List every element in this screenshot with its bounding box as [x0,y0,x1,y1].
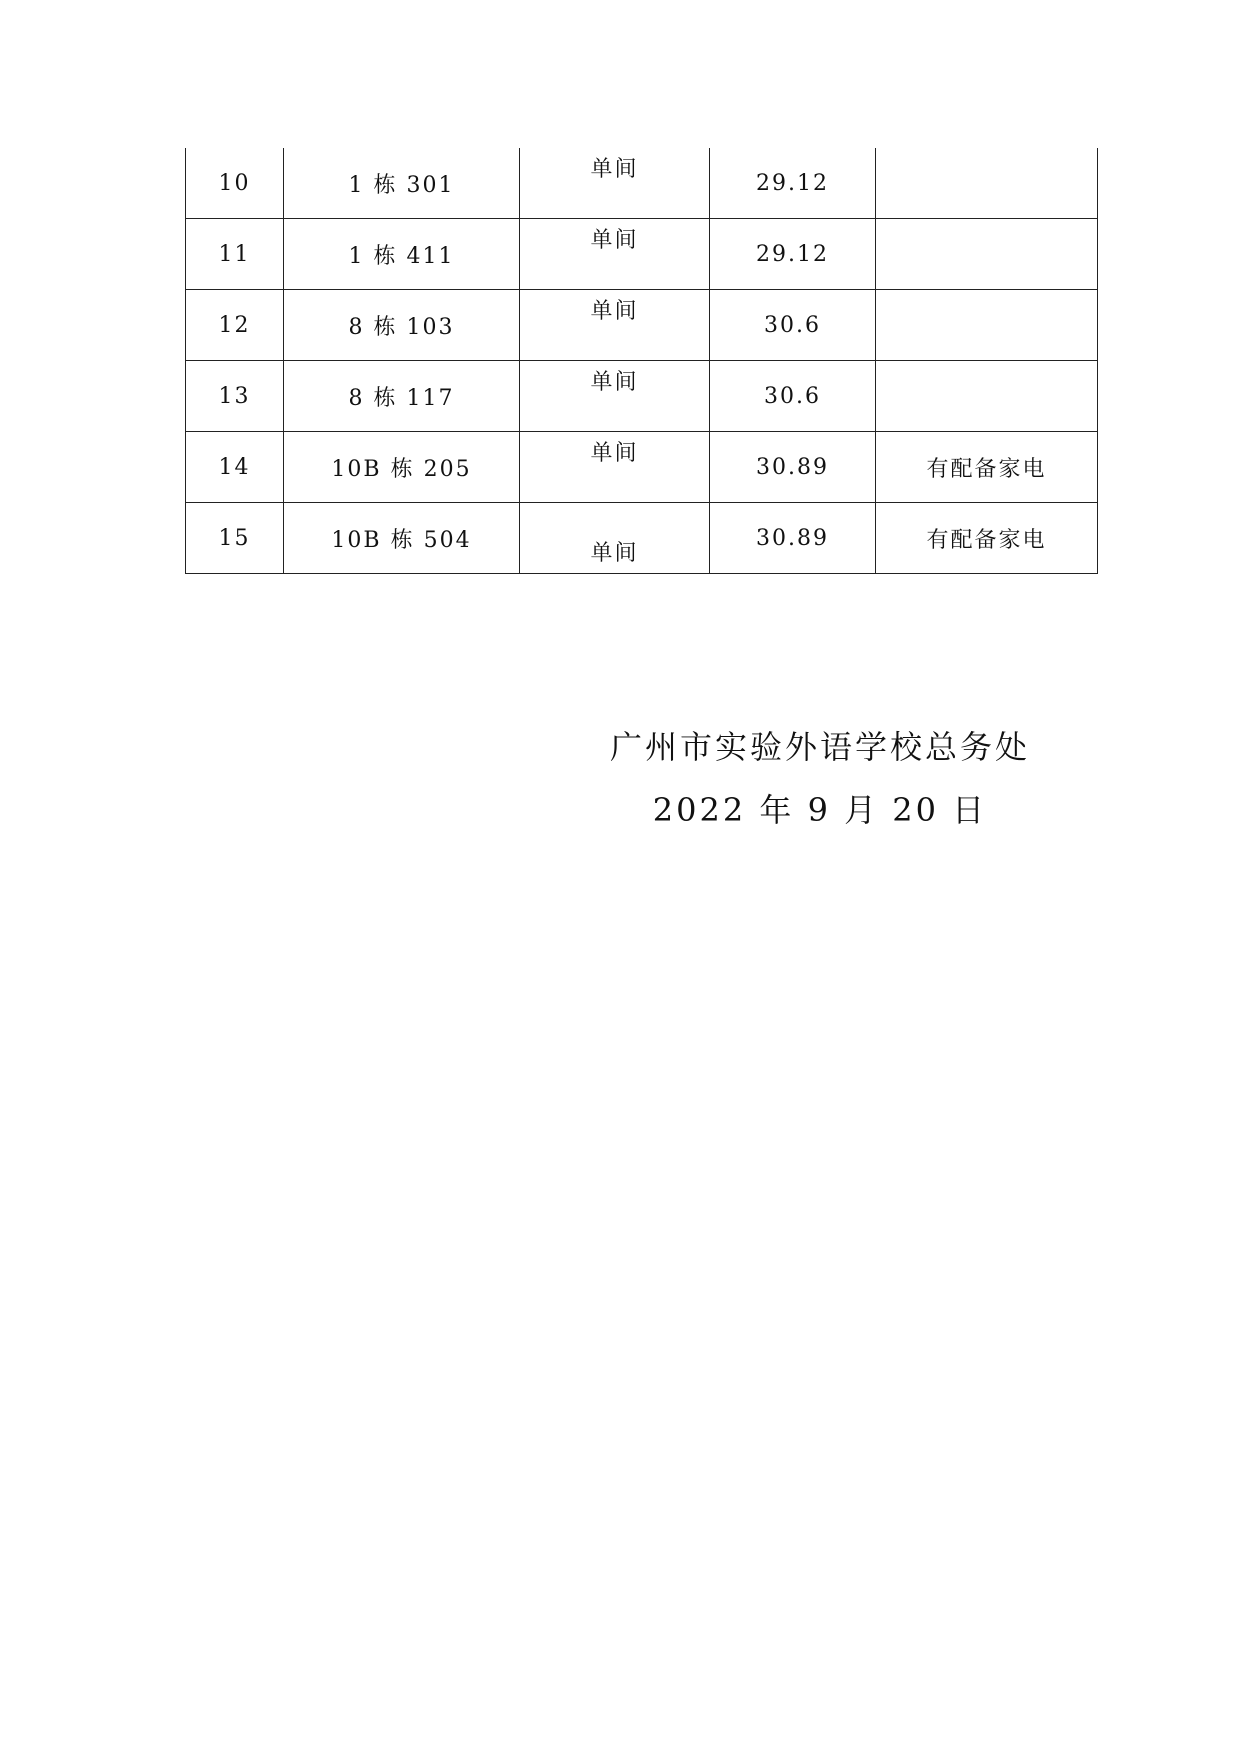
room-note [876,290,1098,361]
table-row [186,432,1098,503]
room-type: 单间 [590,157,639,182]
row-number: 11 [186,219,284,290]
room-type-cell [520,219,710,290]
room-location: 8 栋 117 [284,361,520,432]
signature-organization: 广州市实验外语学校总务处 [609,728,1030,766]
room-type: 单间 [590,299,639,324]
room-area: 30.89 [710,432,876,503]
room-location: 10B 栋 205 [284,432,520,503]
room-area: 30.6 [710,361,876,432]
table-row [186,503,1098,574]
room-area: 30.89 [710,503,876,574]
room-note [876,148,1098,219]
room-location: 8 栋 103 [284,290,520,361]
signature-date: 2022 年 9 月 20 日 [652,791,988,829]
row-number: 15 [186,503,284,574]
table-row [186,361,1098,432]
table-row [186,219,1098,290]
room-type: 单间 [590,441,639,466]
room-type-cell [520,432,710,503]
room-area: 29.12 [710,148,876,219]
room-type-cell [520,503,710,574]
table-row [186,148,1098,219]
row-number: 12 [186,290,284,361]
room-type-cell [520,361,710,432]
room-note: 有配备家电 [876,432,1098,503]
room-area: 30.6 [710,290,876,361]
row-number: 14 [186,432,284,503]
row-number: 10 [186,148,284,219]
room-location: 10B 栋 504 [284,503,520,574]
room-type: 单间 [590,370,639,395]
room-location: 1 栋 301 [284,148,520,219]
room-type: 单间 [590,541,639,566]
room-type-cell [520,290,710,361]
room-location: 1 栋 411 [284,219,520,290]
room-note [876,361,1098,432]
row-number: 13 [186,361,284,432]
table-row [186,290,1098,361]
room-area: 29.12 [710,219,876,290]
room-type-cell [520,148,710,219]
room-note [876,219,1098,290]
room-note: 有配备家电 [876,503,1098,574]
room-type: 单间 [590,228,639,253]
room-table [185,148,1098,574]
